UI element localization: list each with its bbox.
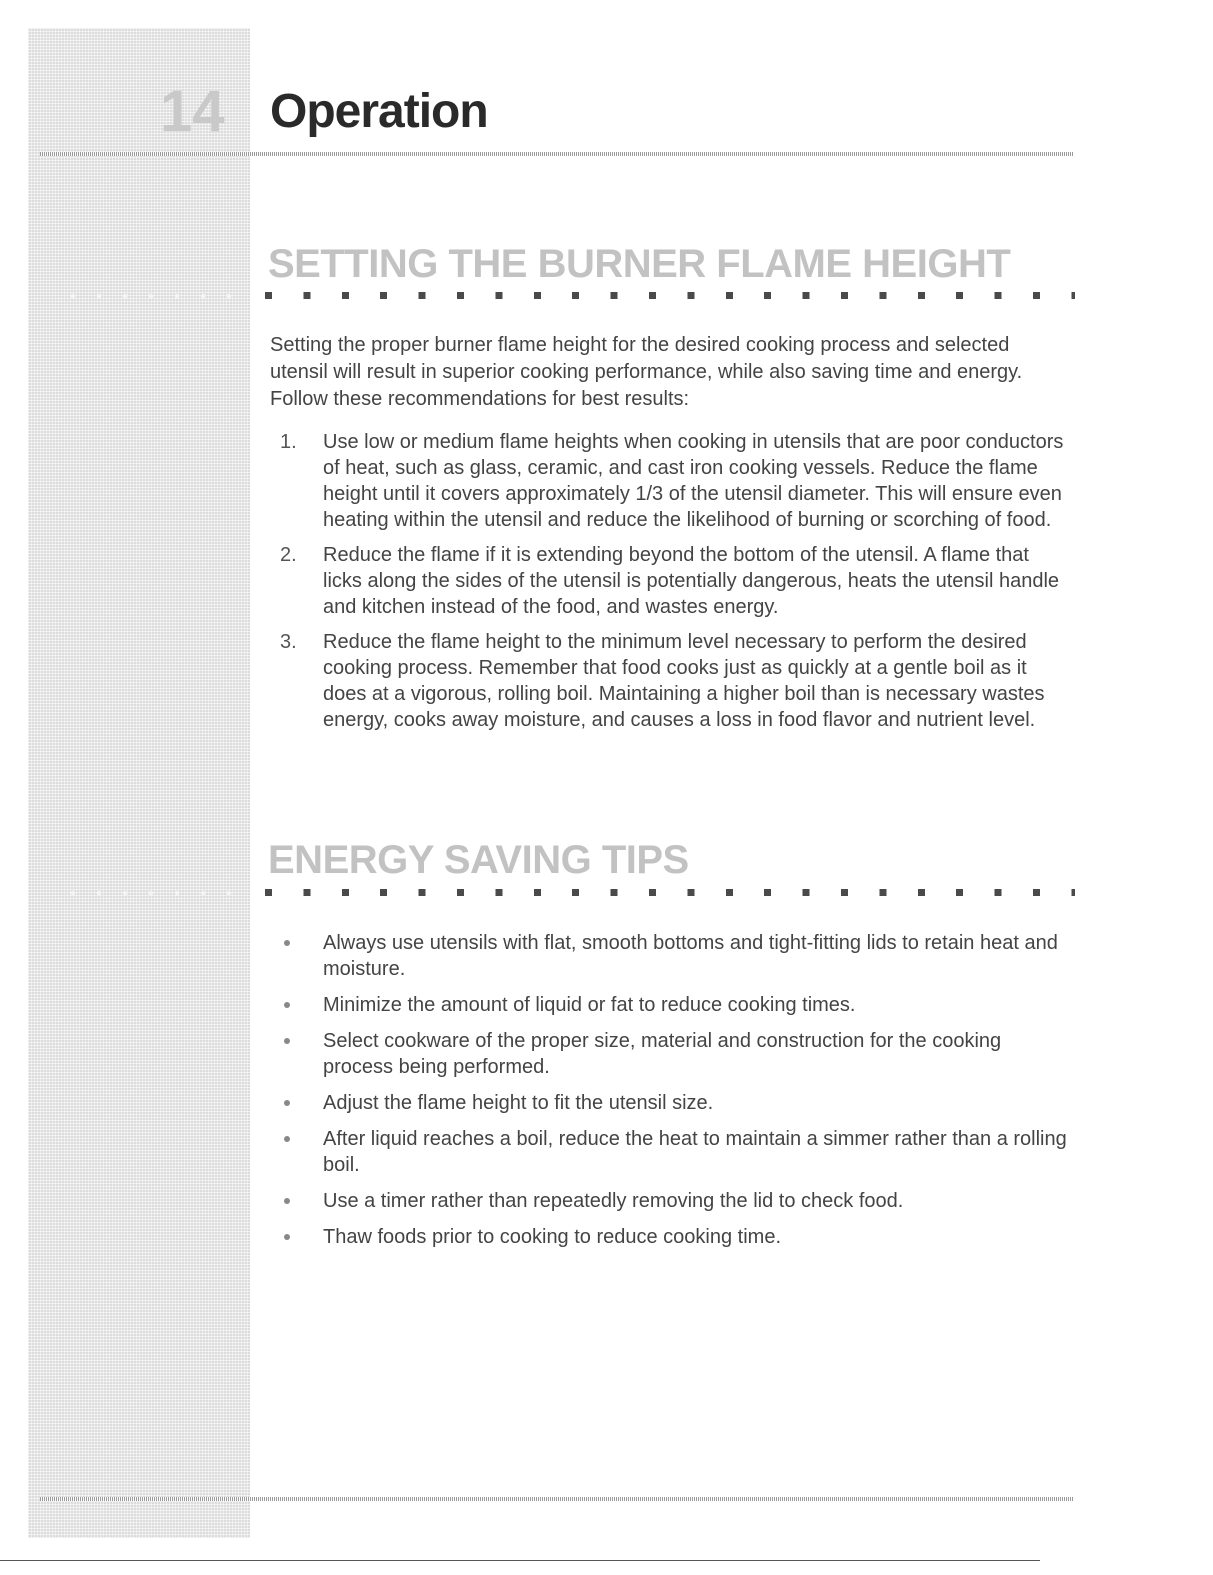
section-heading-flame-height: SETTING THE BURNER FLAME HEIGHT [268,242,1011,286]
bullet-icon [284,1136,290,1142]
list-item [270,930,1070,982]
sidebar-dots-row [60,293,250,299]
sidebar-pattern [28,28,250,1538]
page-title: Operation [270,85,488,138]
flame-recommendations-list [270,429,1070,742]
list-item [270,1090,1070,1116]
bullet-icon [284,1198,290,1204]
section-divider [265,291,1075,301]
item-text: Select cookware of the proper size, material and construction for the cooking process being performed. [323,1030,1002,1078]
item-text: After liquid reaches a boil, reduce the heat to maintain a simmer rather than a rolling boil. [323,1128,1067,1176]
header-rule [40,152,1073,156]
list-item [270,1028,1070,1080]
intro-paragraph: Setting the proper burner flame height for the desired cooking process and selected utensil will result in superior cooking performance, while also saving time and energy. Follow these recommendations for best results: [270,334,1023,410]
item-number: 1. [280,431,297,453]
item-text: Use a timer rather than repeatedly removing the lid to check food. [323,1190,904,1212]
list-item [270,629,1070,733]
list-item [270,1126,1070,1178]
list-item [270,1188,1070,1214]
page-number: 14 [160,79,225,144]
bullet-icon [284,1002,290,1008]
list-item [270,1224,1070,1250]
bullet-icon [284,1234,290,1240]
item-text: Use low or medium flame heights when cooking in utensils that are poor conductors of heat, such as glass, ceramic, and cast iron cooking vessels. Reduce the flame height until it covers approximately 1/3 of the utensil diameter. This will ensure even heating within the utensil and reduce the likelihood of burning or scorching of food. [323,431,1064,531]
footer-rule [40,1497,1073,1501]
energy-tips-list [270,930,1070,1260]
bullet-icon [284,1100,290,1106]
list-item [270,992,1070,1018]
section-heading-energy-tips: ENERGY SAVING TIPS [268,838,689,882]
bullet-icon [284,940,290,946]
item-number: 3. [280,631,297,653]
item-text: Reduce the flame height to the minimum level necessary to perform the desired cooking process. Remember that food cooks just as quickly at a gentle boil as it does at a vigorous, rolling boil. Maintaining a higher boil than is necessary wastes energy, cooks away moisture, and causes a loss in food flavor and nutrient level. [323,631,1045,731]
section-divider [265,888,1075,898]
list-item [270,429,1070,533]
item-number: 2. [280,544,297,566]
page-edge-line [0,1560,1040,1561]
item-text: Thaw foods prior to cooking to reduce cooking time. [323,1226,782,1248]
list-item [270,542,1070,620]
sidebar-dots-row [60,890,250,896]
bullet-icon [284,1038,290,1044]
item-text: Minimize the amount of liquid or fat to reduce cooking times. [323,994,856,1016]
item-text: Always use utensils with flat, smooth bottoms and tight-fitting lids to retain heat and moisture. [323,932,1058,980]
item-text: Adjust the flame height to fit the utensil size. [323,1092,714,1114]
item-text: Reduce the flame if it is extending beyond the bottom of the utensil. A flame that licks along the sides of the utensil is potentially dangerous, heats the utensil handle and kitchen instead of the food, and wastes energy. [323,544,1060,618]
